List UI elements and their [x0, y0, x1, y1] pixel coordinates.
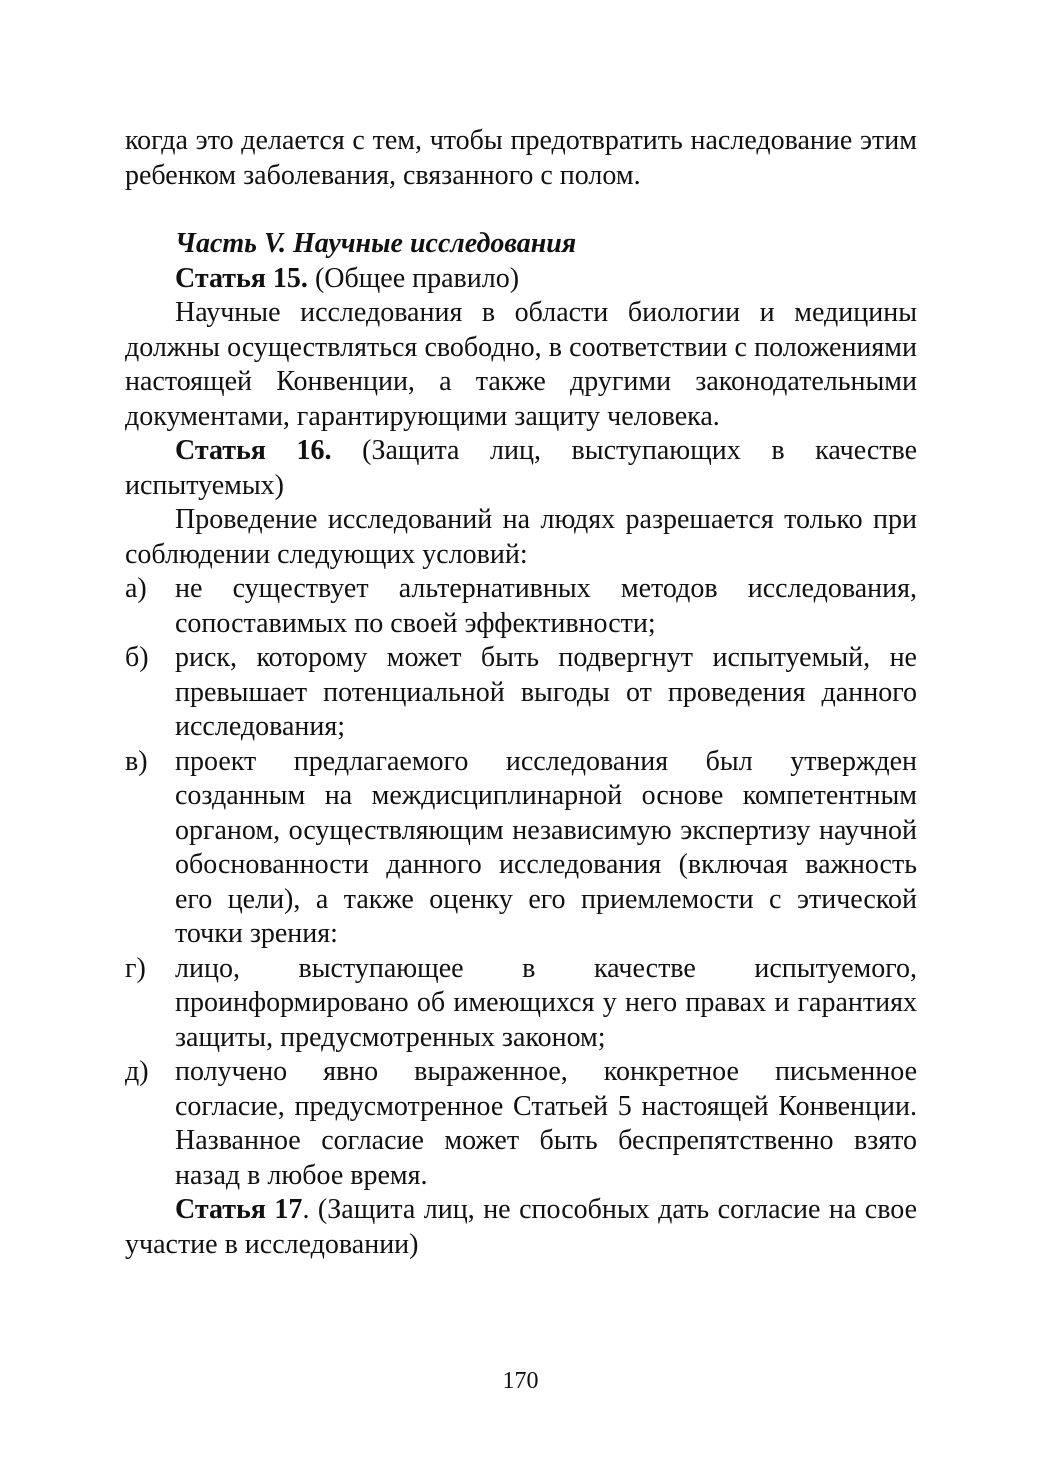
intro-paragraph: когда это делается с тем, чтобы предотвратить наследование этим ребенком заболевания, связанного с полом.	[125, 125, 917, 191]
article-16-subtitle: (Защита лиц, выступающих в качестве испытуемых)	[125, 435, 917, 501]
article-15-title: Статья 15.	[175, 262, 308, 294]
list-item-text: проект предлагаемого исследования был утвержден созданным на междисциплинарной основе компетентным органом, осуществляющим независимую экспертизу научной обоснованности данного исследования (включая важность его цели), а также оценку его приемлемости с этической точки зрения:	[175, 745, 917, 949]
article-17-heading	[125, 1193, 917, 1262]
list-item-text: лицо, выступающее в качестве испытуемого, проинформировано об имеющихся у него правах и гарантиях защиты, предусмотренных законом;	[175, 952, 917, 1053]
list-item	[125, 641, 917, 745]
list-item-text: риск, которому может быть подвергнут испытуемый, не превышает потенциальной выгоды от проведения данного исследования;	[175, 642, 917, 742]
article-17-subtitle: . (Защита лиц, не способных дать согласие на свое участие в исследовании)	[125, 1194, 917, 1260]
list-item-marker: д)	[125, 1056, 149, 1087]
list-item-marker: а)	[125, 573, 147, 604]
list-item-marker: в)	[125, 745, 148, 777]
article-15-subtitle: (Общее правило)	[307, 262, 520, 294]
article-15-heading	[125, 262, 917, 297]
section-gap	[125, 193, 917, 227]
article-16-body: Проведение исследований на людях разрешается только при соблюдении следующих условий:	[125, 504, 917, 570]
list-item	[125, 952, 917, 1056]
list-item	[125, 1055, 917, 1193]
list-item-text: не существует альтернативных методов исследования, сопоставимых по своей эффективности;	[175, 573, 917, 639]
list-item-marker: г)	[125, 952, 146, 984]
list-item	[125, 745, 917, 952]
article-15-body: Научные исследования в области биологии и медицины должны осуществляться свободно, в соответствии с положениями настоящей Конвенции, а также другими законодательными документами, гарантирующими защиту человека.	[125, 297, 917, 432]
article-17-title: Статья 17	[175, 1194, 303, 1225]
article-16-title: Статья 16.	[175, 435, 332, 466]
part-title: Часть V. Научные исследования	[175, 228, 577, 259]
page-number: 170	[502, 1368, 539, 1394]
conditions-list	[125, 572, 917, 1193]
document-page	[125, 124, 917, 1262]
list-item-text: получено явно выраженное, конкретное письменное согласие, предусмотренное Статьей 5 настоящей Конвенции. Названное согласие может быть беспрепятственно взято назад в любое время.	[175, 1056, 917, 1191]
list-item	[125, 572, 917, 641]
list-item-marker: б)	[125, 642, 149, 673]
article-16-heading	[125, 434, 917, 503]
